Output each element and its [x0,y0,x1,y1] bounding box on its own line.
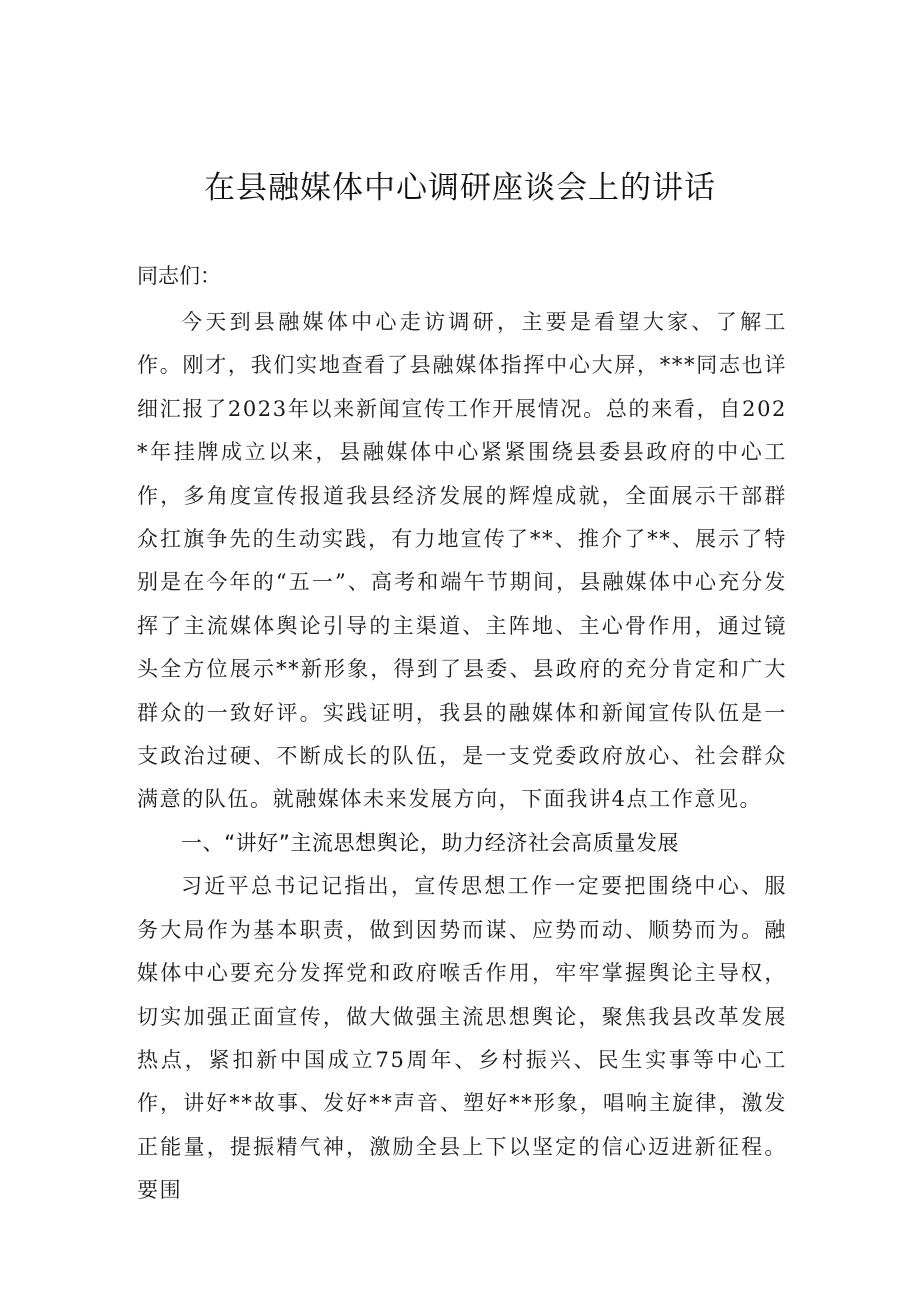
section-heading-1: 一、“讲好”主流思想舆论，助力经济社会高质量发展 [181,830,680,855]
salutation: 同志们： [137,264,221,288]
document-body [137,301,787,1213]
paragraph-section-1: 习近平总书记记指出，宣传思想工作一定要把围绕中心、服务大局作为基本职责，做到因势而谋、应势而动、顺势而为。融媒体中心要充分发挥党和政府喉舌作用，牢牢掌握舆论主导权，切实加强正面宣传，做大做强主流思想舆论，聚焦我县改革发展热点，紧扣新中国成立75周年、乡村振兴、民生实事等中心工作，讲好**故事、发好**声音、塑好**形象，唱响主旋律，激发正能量，提振精气神，激励全县上下以坚定的信心迈进新征程。要围 [137,874,787,1203]
document-title: 在县融媒体中心调研座谈会上的讲话 [204,170,716,206]
paragraph-intro: 今天到县融媒体中心走访调研，主要是看望大家、了解工作。刚才，我们实地查看了县融媒体指挥中心大屏，***同志也详细汇报了2023年以来新闻宣传工作开展情况。总的来看，自202*年挂牌成立以来，县融媒体中心紧紧围绕县委县政府的中心工作，多角度宣传报道我县经济发展的辉煌成就，全面展示干部群众扛旗争先的生动实践，有力地宣传了**、推介了**、展示了特别是在今年的“五一”、高考和端午节期间，县融媒体中心充分发挥了主流媒体舆论引导的主渠道、主阵地、主心骨作用，通过镜头全方位展示**新形象，得到了县委、县政府的充分肯定和广大群众的一致好评。实践证明，我县的融媒体和新闻宣传队伍是一支政治过硬、不断成长的队伍，是一支党委政府放心、社会群众满意的队伍。就融媒体未来发展方向，下面我讲4点工作意见。 [137,310,787,812]
